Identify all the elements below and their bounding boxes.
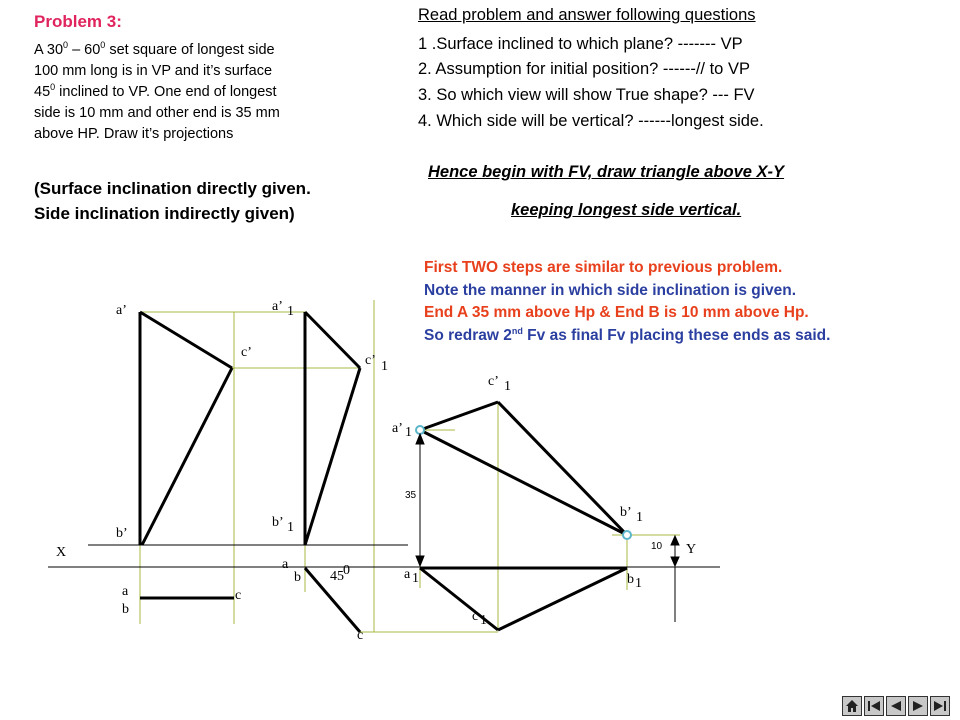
hence-line-1: Hence begin with FV, draw triangle above X-Y bbox=[428, 163, 785, 181]
label-a1-dash: a’ bbox=[272, 299, 283, 314]
svg-text:1: 1 bbox=[381, 359, 388, 374]
final-front-view bbox=[420, 402, 627, 535]
front-view-1 bbox=[140, 312, 232, 545]
slide-navigation bbox=[842, 696, 950, 716]
svg-text:1: 1 bbox=[480, 613, 487, 628]
svg-text:1: 1 bbox=[412, 571, 419, 586]
question-3: 3. So which view will show True shape? --- FV bbox=[418, 86, 755, 104]
problem-title: Problem 3: bbox=[34, 12, 122, 31]
label-a-top2: a bbox=[282, 557, 289, 572]
problem-line-4: side is 10 mm and other end is 35 mm bbox=[34, 105, 280, 121]
label-a1-final: a’ bbox=[392, 421, 403, 436]
svg-text:1: 1 bbox=[405, 425, 412, 440]
label-b-dash: b’ bbox=[116, 526, 128, 541]
angle-45-label: 45 bbox=[330, 569, 344, 584]
home-icon[interactable] bbox=[842, 696, 862, 716]
label-a-top: a bbox=[122, 584, 129, 599]
svg-text:1: 1 bbox=[635, 576, 642, 591]
note-line-2: Side inclination indirectly given) bbox=[34, 204, 295, 223]
dim-10-label: 10 bbox=[651, 541, 663, 552]
label-b-top2: b bbox=[294, 570, 301, 585]
dimension-35 bbox=[416, 434, 424, 566]
next-icon[interactable] bbox=[908, 696, 928, 716]
label-c-dash: c’ bbox=[241, 345, 252, 360]
label-a1-top-final: a bbox=[404, 567, 411, 582]
question-2: 2. Assumption for initial position? ------// to VP bbox=[418, 60, 750, 78]
label-b-top: b bbox=[122, 602, 129, 617]
front-view-2 bbox=[305, 312, 360, 545]
dim-35-label: 35 bbox=[405, 490, 417, 501]
question-1: 1 .Surface inclined to which plane? ------- VP bbox=[418, 35, 743, 53]
label-c1-dash: c’ bbox=[365, 353, 376, 368]
label-b1-final: b’ bbox=[620, 505, 632, 520]
svg-text:1: 1 bbox=[287, 304, 294, 319]
svg-text:0: 0 bbox=[343, 563, 350, 578]
y-label: Y bbox=[686, 542, 697, 557]
point-b1-marker bbox=[623, 531, 631, 539]
label-c1-final: c’ bbox=[488, 374, 499, 389]
problem-line-5: above HP. Draw it’s projections bbox=[34, 126, 234, 142]
step-line-4: So redraw 2nd Fv as final Fv placing these ends as said. bbox=[424, 325, 831, 344]
svg-text:1: 1 bbox=[504, 379, 511, 394]
last-icon[interactable] bbox=[930, 696, 950, 716]
question-4: 4. Which side will be vertical? ------longest side. bbox=[418, 112, 764, 130]
label-c-top: c bbox=[235, 588, 242, 603]
label-c-top2: c bbox=[357, 628, 364, 643]
label-a-dash: a’ bbox=[116, 303, 127, 318]
step-line-3: End A 35 mm above Hp & End B is 10 mm above Hp. bbox=[424, 304, 809, 321]
label-b1-dash: b’ bbox=[272, 515, 284, 530]
x-label: X bbox=[56, 545, 67, 560]
final-top-view bbox=[420, 568, 627, 630]
problem-line-2: 100 mm long is in VP and it’s surface bbox=[34, 63, 273, 79]
step-line-2: Note the manner in which side inclination is given. bbox=[424, 281, 797, 299]
problem-line-3: $45^0$ inclined to VP. One end of longest bbox=[34, 82, 277, 100]
label-b1-top-final: b bbox=[627, 572, 634, 587]
problem-line-1: A $30^0 - 60^0$ set square of longest side bbox=[34, 40, 275, 58]
prev-icon[interactable] bbox=[886, 696, 906, 716]
svg-text:1: 1 bbox=[636, 510, 643, 525]
dimension-10 bbox=[671, 536, 679, 622]
step-line-1: First TWO steps are similar to previous problem. bbox=[424, 259, 783, 276]
label-c1-top-final: c bbox=[472, 609, 479, 624]
first-icon[interactable] bbox=[864, 696, 884, 716]
questions-header: Read problem and answer following questions bbox=[418, 6, 756, 24]
note-line-1: (Surface inclination directly given. bbox=[34, 179, 311, 198]
svg-text:1: 1 bbox=[287, 520, 294, 535]
hence-line-2: keeping longest side vertical. bbox=[511, 201, 742, 219]
